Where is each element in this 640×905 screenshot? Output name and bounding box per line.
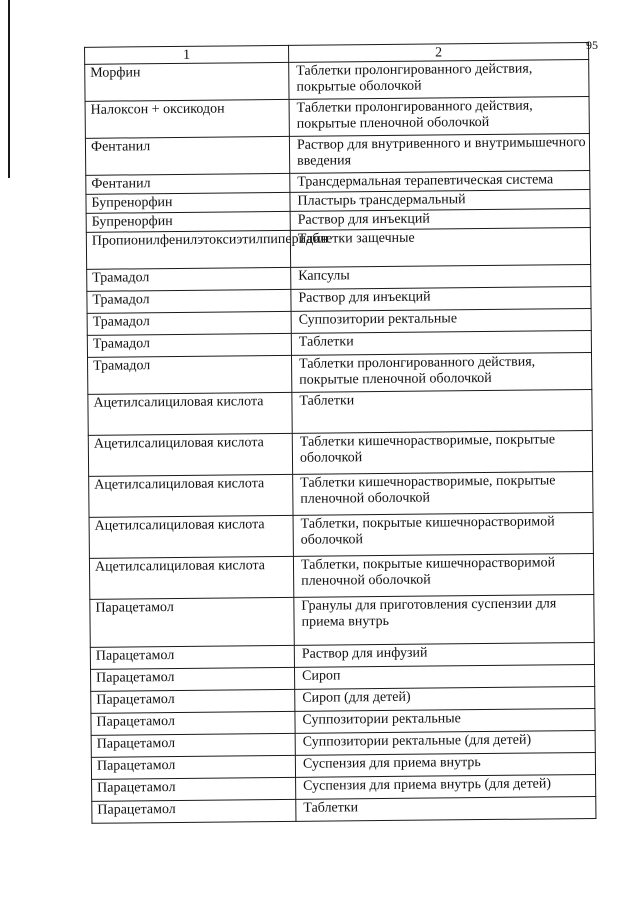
drug-name-cell: Парацетамол <box>90 667 294 691</box>
drug-forms-table <box>84 42 596 824</box>
drug-name-cell: Парацетамол <box>91 711 295 735</box>
dosage-form-cell: Трансдермальная терапевтическая система <box>290 170 590 192</box>
table-row <box>88 389 592 435</box>
drug-name-cell: Пропионилфенилэтоксиэтилпиперидин <box>86 230 290 269</box>
dosage-form-cell: Гранулы для приготовления суспензии для приема внутрь <box>294 594 594 645</box>
drug-name-cell: Морфин <box>85 62 289 101</box>
table-row <box>88 352 592 394</box>
drug-name-cell: Ацетилсалициловая кислота <box>88 433 292 476</box>
dosage-form-cell: Таблетки <box>291 330 591 355</box>
dosage-form-cell: Таблетки <box>296 796 596 821</box>
dosage-form-cell: Суппозитории ректальные <box>295 708 595 733</box>
drug-name-cell: Трамадол <box>87 311 291 335</box>
dosage-form-cell: Таблетки, покрытые кишечнорастворимой оболочкой <box>293 512 593 556</box>
drug-name-cell: Трамадол <box>87 289 291 313</box>
dosage-form-cell: Таблетки пролонгированного действия, покрытые пленочной оболочкой <box>291 352 591 392</box>
drug-name-cell: Ацетилсалициловая кислота <box>89 515 293 558</box>
table-row <box>89 553 593 599</box>
drug-name-cell: Парацетамол <box>91 689 295 713</box>
dosage-form-cell: Капсулы <box>291 264 591 289</box>
dosage-form-cell: Раствор для инъекций <box>291 286 591 311</box>
dosage-form-cell: Сироп (для детей) <box>295 686 595 711</box>
dosage-form-cell: Таблетки кишечнорастворимые, покрытые оболочкой <box>292 430 592 474</box>
table-row <box>85 134 589 176</box>
table-row <box>85 60 589 102</box>
dosage-form-cell: Раствор для внутривенного и внутримышечного введения <box>289 134 589 174</box>
drug-name-cell: Трамадол <box>87 333 291 357</box>
drug-name-cell: Трамадол <box>88 355 292 394</box>
table-body <box>85 43 596 824</box>
dosage-form-cell: Таблетки <box>292 389 592 433</box>
dosage-form-cell: Таблетки, покрытые кишечнорастворимой пленочной оболочкой <box>293 553 593 597</box>
drug-name-cell: Парацетамол <box>91 733 295 757</box>
dosage-form-cell: Суспензия для приема внутрь (для детей) <box>296 774 596 799</box>
table-row <box>86 227 590 269</box>
table-row <box>88 430 592 476</box>
drug-name-cell: Парацетамол <box>92 777 296 801</box>
dosage-form-cell: Раствор для инъекций <box>290 208 590 230</box>
table-row <box>89 512 593 558</box>
drug-name-cell: Налоксон + оксикодон <box>85 99 289 138</box>
dosage-form-cell: Суспензия для приема внутрь <box>295 752 595 777</box>
table-row <box>85 97 589 139</box>
drug-name-cell: Парацетамол <box>90 645 294 669</box>
dosage-form-cell: Раствор для инфузий <box>294 642 594 667</box>
drug-name-cell: Парацетамол <box>91 755 295 779</box>
drug-name-cell: Бупренорфин <box>86 192 290 213</box>
table-row <box>92 796 596 823</box>
dosage-form-cell: Таблетки пролонгированного действия, покрытые оболочкой <box>289 60 589 100</box>
dosage-form-cell: Сироп <box>294 664 594 689</box>
dosage-form-cell: Суппозитории ректальные <box>291 308 591 333</box>
dosage-form-cell: Таблетки кишечнорастворимые, покрытые пленочной оболочкой <box>293 471 593 515</box>
drug-name-cell: Фентанил <box>86 173 290 194</box>
scan-margin-line <box>8 0 10 178</box>
table-row <box>89 471 593 517</box>
drug-name-cell: Бупренорфин <box>86 211 290 232</box>
dosage-form-cell: Таблетки пролонгированного действия, покрытые пленочной оболочкой <box>289 97 589 137</box>
drug-name-cell: Парацетамол <box>92 799 296 823</box>
table-row <box>90 594 594 647</box>
drug-name-cell: Ацетилсалициловая кислота <box>89 556 293 599</box>
dosage-form-cell: Пластырь трансдермальный <box>290 189 590 211</box>
dosage-form-cell: Суппозитории ректальные (для детей) <box>295 730 595 755</box>
drug-name-cell: Трамадол <box>87 267 291 291</box>
drug-name-cell: Ацетилсалициловая кислота <box>88 392 292 435</box>
drug-name-cell: Фентанил <box>85 136 289 175</box>
drug-name-cell: Парацетамол <box>90 597 294 647</box>
drug-name-cell: Ацетилсалициловая кислота <box>89 474 293 517</box>
dosage-form-cell: Таблетки защечные <box>290 227 590 267</box>
column-header-2: 2 <box>289 43 589 63</box>
column-header-1: 1 <box>85 45 289 64</box>
page-number: 95 <box>586 38 598 52</box>
